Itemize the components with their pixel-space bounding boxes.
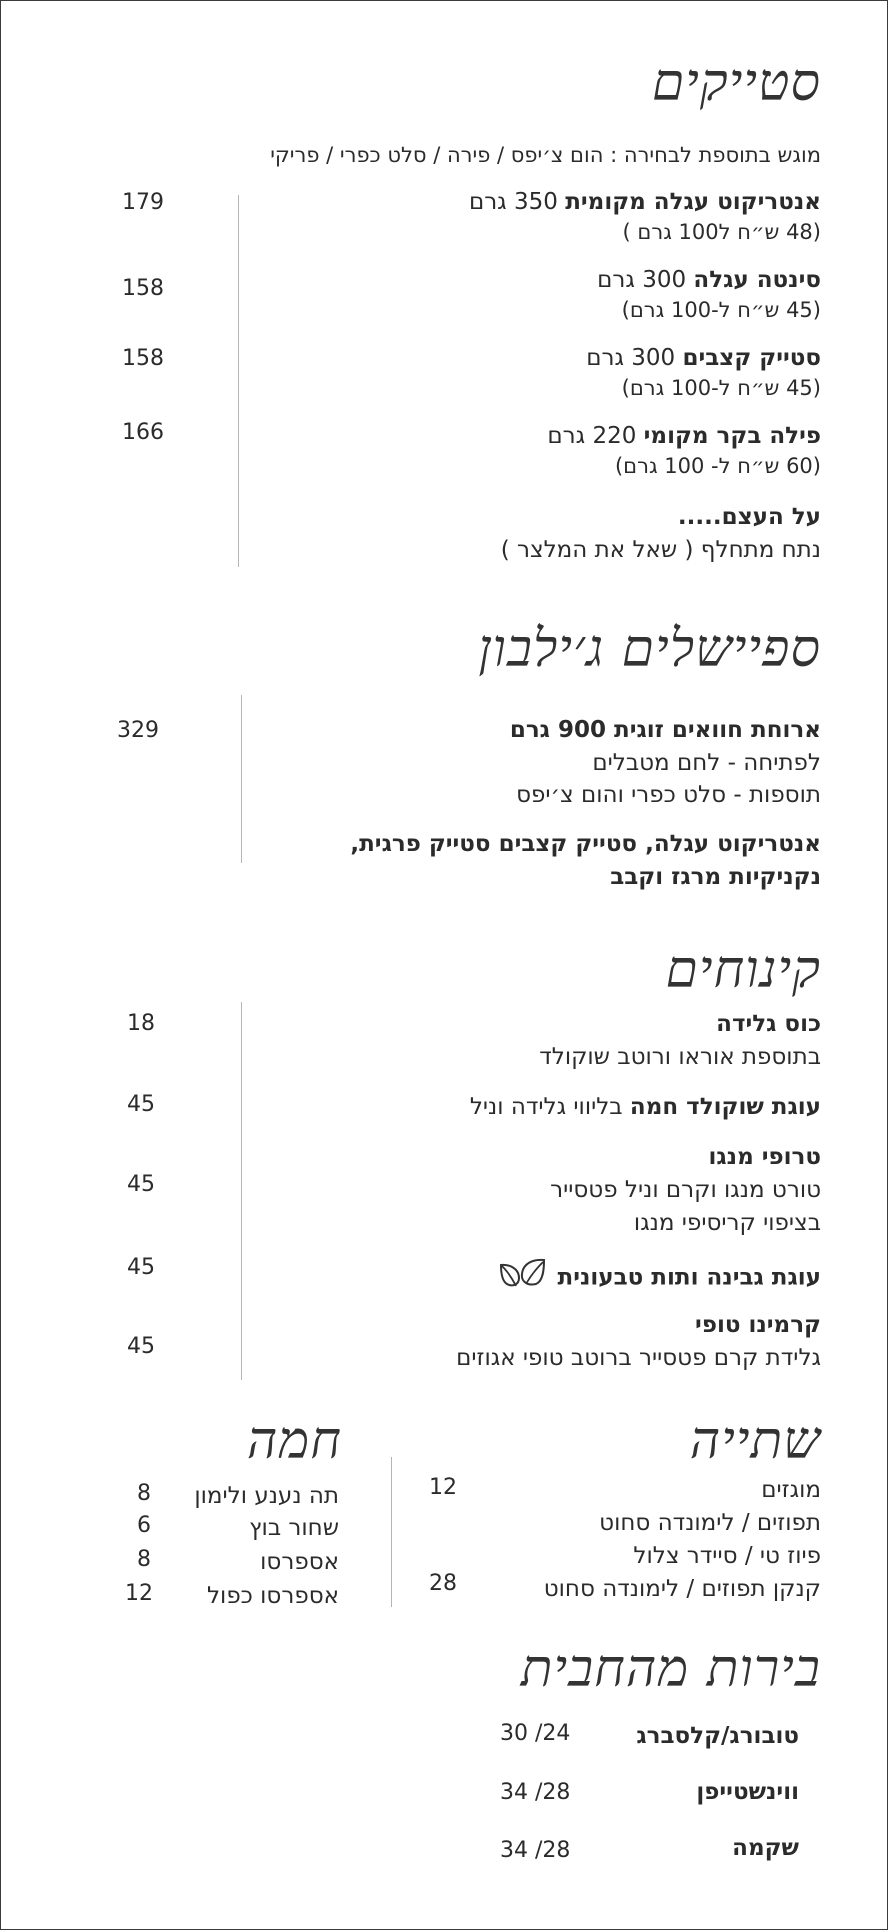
beer-item-name: טובורג/קלסברג [636, 1723, 799, 1749]
dessert-item-price: 18 [127, 1011, 155, 1036]
hot-drink-item-price: 6 [137, 1513, 151, 1538]
drink-item-name: קנקן תפוזים / לימונדה סחוט [543, 1576, 821, 1602]
steaks-title: סטייקים [651, 53, 821, 113]
dessert-item-price: 45 [127, 1172, 155, 1197]
beer-item-name: ווינשטייפן [696, 1779, 799, 1805]
steak-item-note: (48 ש״ח ל100 גרם ) [622, 220, 821, 244]
dessert-item-price: 45 [127, 1255, 155, 1280]
drinks-title: שתייה [689, 1411, 821, 1471]
specials-divider [241, 695, 242, 863]
steak-item-name: אנטריקוט עגלה מקומית 350 גרם [468, 189, 821, 215]
dessert-item-name: עוגת גבינה ותות טבעונית [498, 1257, 821, 1299]
hot-drink-item-price: 8 [137, 1547, 151, 1572]
drink-item-price: 12 [429, 1475, 457, 1500]
steak-item-price: 166 [122, 420, 164, 445]
steaks-divider [238, 195, 239, 567]
drinks-hot-divider [391, 1457, 392, 1607]
hot-drink-item-name: אספרסו [260, 1549, 339, 1575]
dessert-item-desc: טורט מנגו וקרם וניל פטסייר [550, 1177, 821, 1203]
steaks-subtitle: מוגש בתוספת לבחירה : הום צ׳יפס / פירה / סלט כפרי / פריקי [270, 143, 821, 167]
vegan-leaf-icon [498, 1257, 546, 1299]
specials-line: תוספות - סלט כפרי והום צ׳יפס [516, 782, 821, 808]
steak-item-price: 158 [122, 276, 164, 301]
steak-item-note: (45 ש״ח ל-100 גרם) [621, 298, 821, 322]
steak-item-note: (45 ש״ח ל-100 גרם) [621, 376, 821, 400]
dessert-item-price: 45 [127, 1334, 155, 1359]
steak-item-price: 179 [122, 190, 164, 215]
hot-drink-item-price: 8 [137, 1481, 151, 1506]
dessert-item-desc: בתוספת אוראו ורוטב שוקולד [539, 1044, 821, 1070]
desserts-divider [241, 1002, 242, 1380]
steak-item-name: סינטה עגלה 300 גרם [597, 267, 821, 293]
steak-item-name: פילה בקר מקומי 220 גרם [547, 423, 821, 449]
drink-item-price: 28 [429, 1571, 457, 1596]
dessert-item-name: עוגת שוקולד חמה בליווי גלידה וניל [469, 1094, 821, 1120]
hot-drinks-title: חמה [246, 1411, 342, 1471]
desserts-title: קינוחים [665, 940, 821, 1000]
beer-item-name: שקמה [732, 1835, 799, 1861]
dessert-item-name: טרופי מנגו [708, 1144, 821, 1170]
dessert-item-name: כוס גלידה [716, 1011, 821, 1037]
beer-item-price: 30 /24 [500, 1721, 571, 1746]
beer-item-price: 34 /28 [500, 1780, 571, 1805]
hot-drink-item-name: שחור בוץ [249, 1515, 339, 1541]
hot-drink-item-name: תה נענע ולימון [194, 1483, 339, 1509]
dessert-item-desc: גלידת קרם פטסייר ברוטב טופי אגוזים [456, 1345, 821, 1371]
on-the-bone-title: על העצם..... [677, 504, 821, 530]
specials-line: לפתיחה - לחם מטבלים [592, 750, 821, 776]
beers-title: בירות מהחבית [520, 1639, 821, 1699]
specials-title: ספיישלים ג׳ילבון [478, 619, 821, 679]
drink-item-name: תפוזים / לימונדה סחוט [599, 1510, 821, 1536]
steak-item-note: (60 ש״ח ל- 100 גרם) [614, 454, 821, 478]
on-the-bone-note: נתח מתחלף ( שאל את המלצר ) [500, 537, 821, 563]
dessert-item-name: קרמינו טופי [695, 1312, 821, 1338]
specials-bold-line: נקניקיות מרגז וקבב [610, 864, 821, 890]
steak-item-price: 158 [122, 346, 164, 371]
steak-item-name: סטייק קצבים 300 גרם [586, 345, 821, 371]
specials-bold-line: אנטריקוט עגלה, סטייק קצבים סטייק פרגית, [350, 831, 821, 857]
dessert-item-price: 45 [127, 1092, 155, 1117]
specials-item-name: ארוחת חוואים זוגית 900 גרם [509, 717, 821, 743]
dessert-item-desc: בציפוי קריסיפי מנגו [633, 1210, 821, 1236]
hot-drink-item-name: אספרסו כפול [206, 1583, 339, 1609]
beer-item-price: 34 /28 [500, 1838, 571, 1863]
drink-item-name: פיוז טי / סיידר צלול [633, 1543, 821, 1569]
specials-price: 329 [117, 718, 159, 743]
drink-item-name: מוגזים [761, 1477, 821, 1503]
hot-drink-item-price: 12 [125, 1581, 153, 1606]
